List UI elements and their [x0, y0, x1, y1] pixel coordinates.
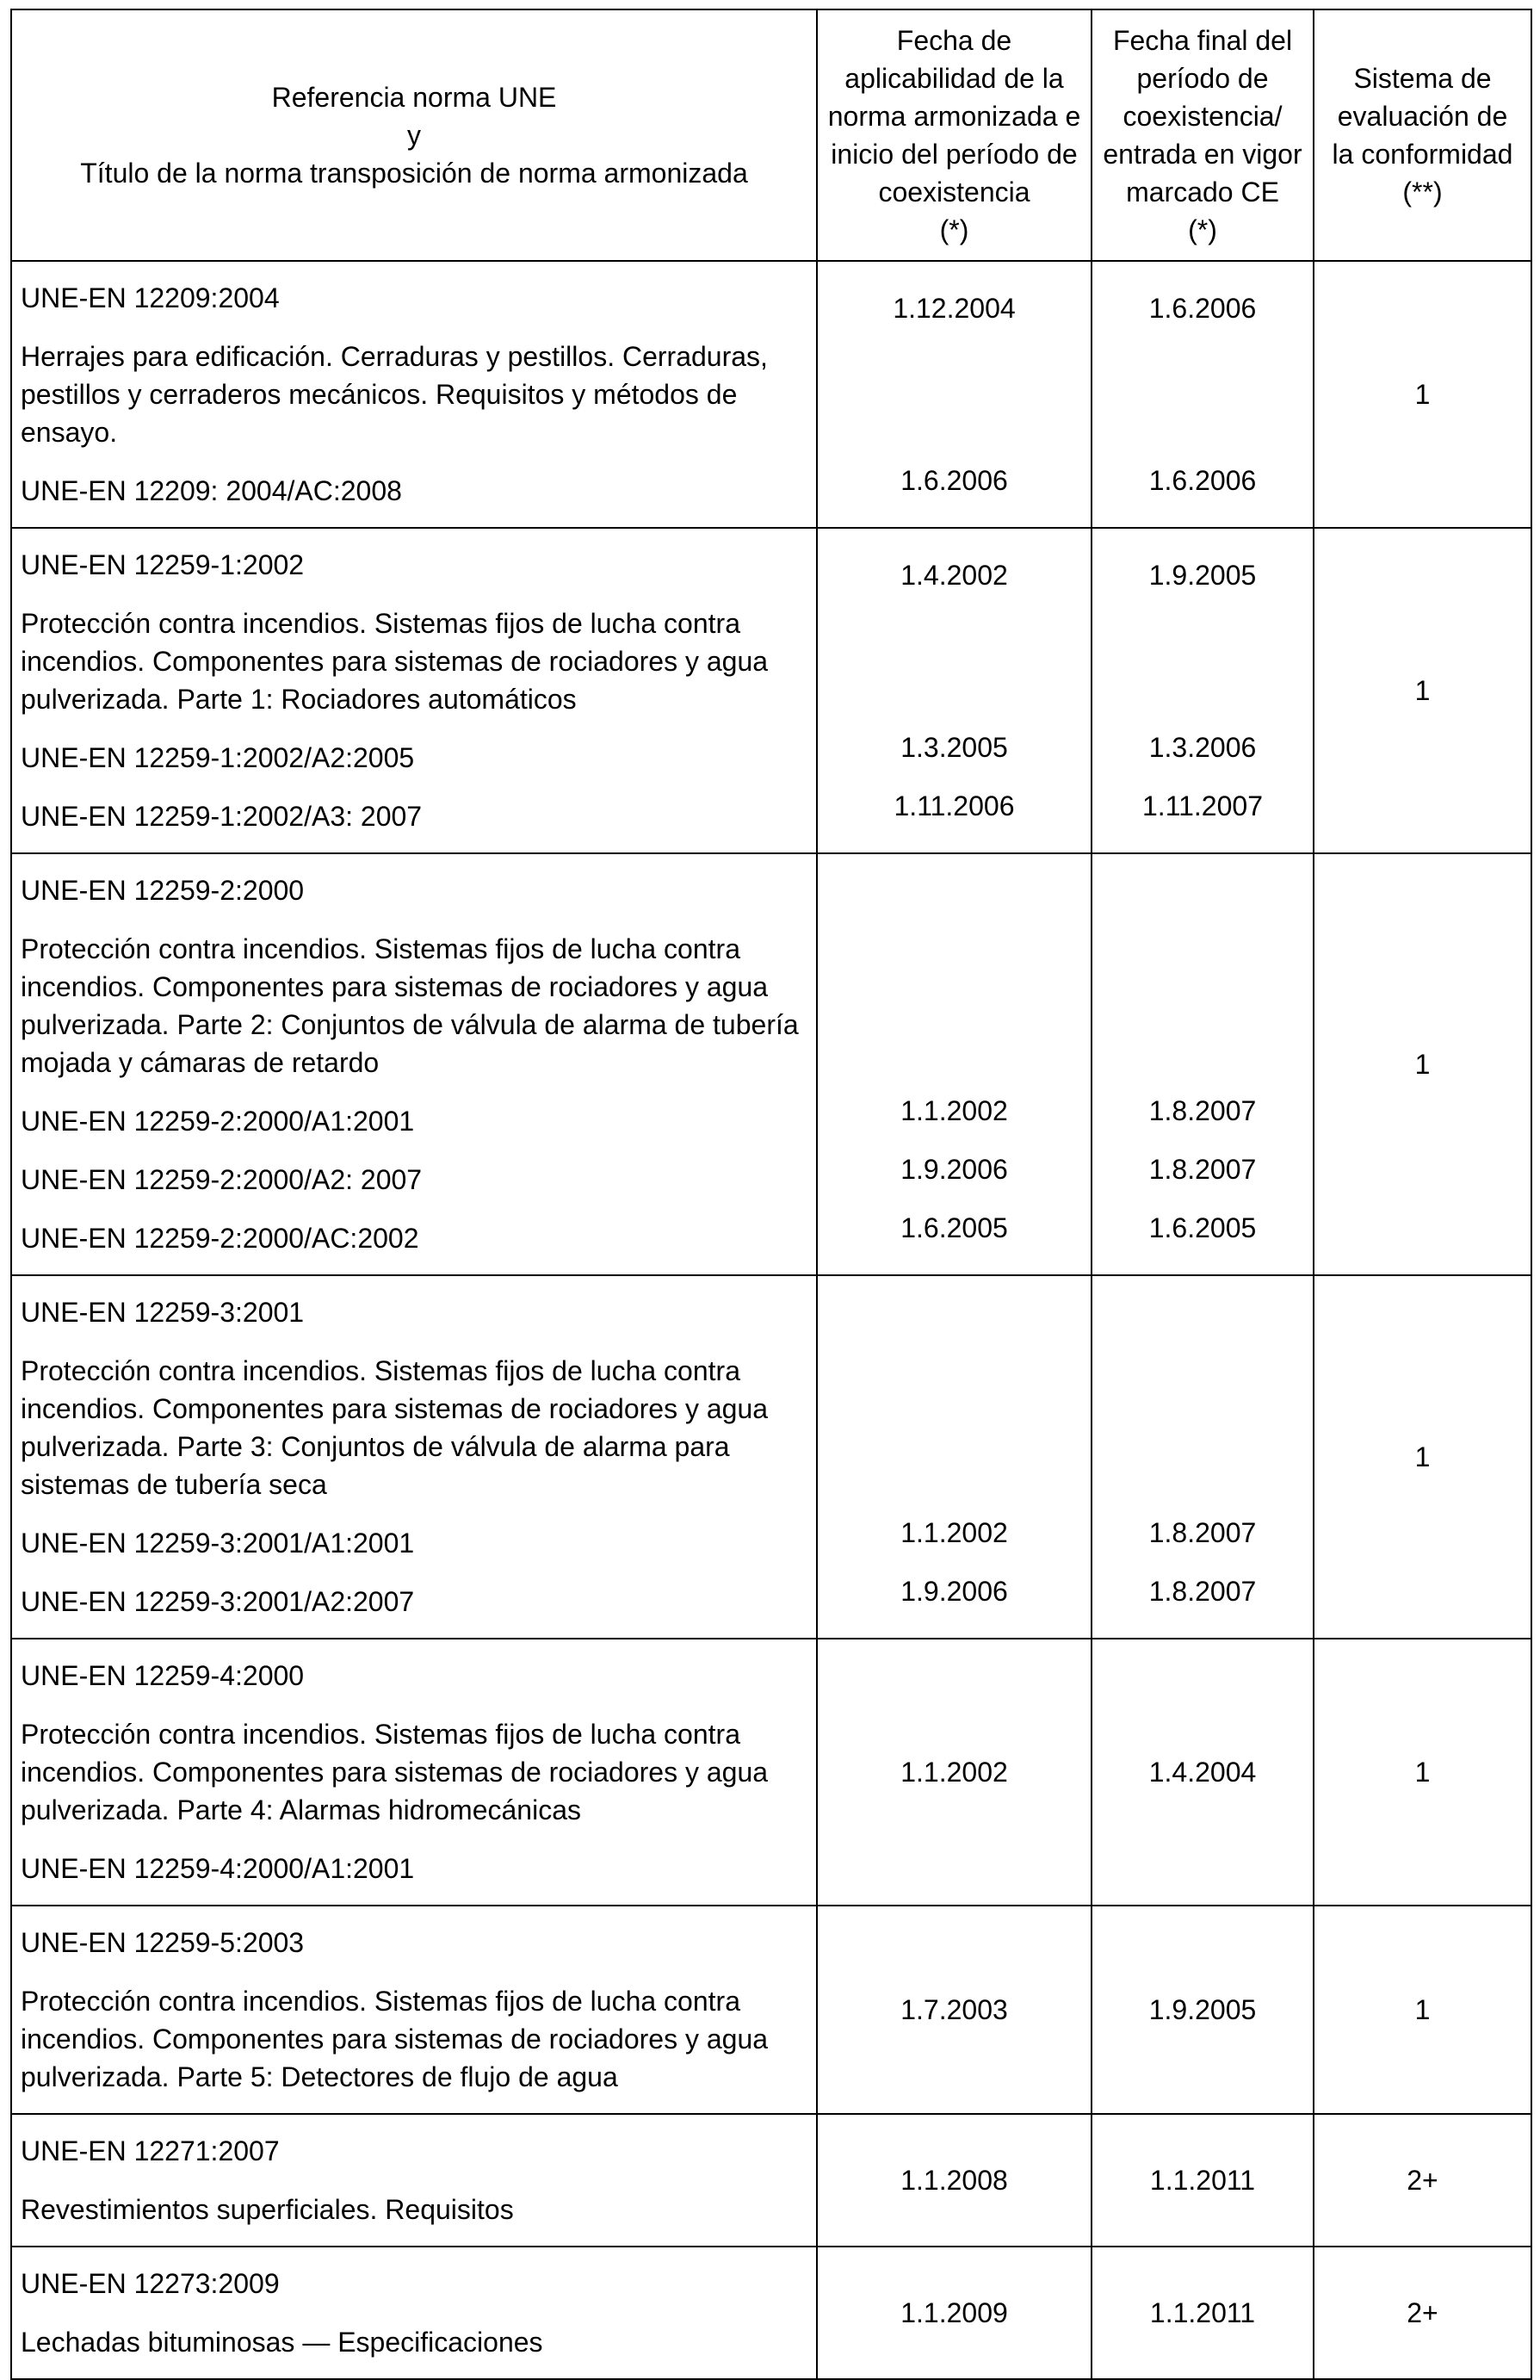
header-line: Fecha de — [896, 25, 1012, 56]
end-date: 1.11.2007 — [1142, 790, 1263, 821]
applicability-date-cell: 1.1.2009 — [817, 2247, 1092, 2379]
conformity-system-cell: 1 — [1314, 528, 1531, 853]
applicability-date — [818, 871, 1091, 930]
header-line: y — [407, 120, 421, 151]
conformity-system-cell: 1 — [1314, 1639, 1531, 1906]
applicability-date: 1.6.2005 — [900, 1212, 1008, 1243]
end-date: 1.8.2007 — [1148, 1576, 1257, 1607]
standard-reference: UNE-EN 12271:2007 — [21, 2135, 280, 2166]
standard-reference: UNE-EN 12259-5:2003 — [21, 1927, 305, 1958]
standard-reference: UNE-EN 12259-3:2001 — [21, 1297, 305, 1328]
reference-cell — [11, 1275, 817, 1639]
header-applicability-date — [817, 9, 1092, 261]
header-line: coexistencia/ — [1123, 101, 1283, 132]
amendment-reference: UNE-EN 12259-1:2002/A2:2005 — [21, 742, 415, 773]
end-date: 1.8.2007 — [1148, 1095, 1257, 1126]
header-line: Referencia norma UNE — [271, 82, 557, 113]
table-row — [11, 1906, 1531, 2114]
applicability-date-cell: 1.7.2003 — [817, 1906, 1092, 2114]
end-date: 1.8.2007 — [1148, 1154, 1257, 1185]
end-date-cell — [1092, 1275, 1314, 1639]
reference-cell — [11, 2114, 817, 2247]
end-date-cell: 1.1.2011 — [1092, 2114, 1314, 2247]
conformity-system-cell: 1 — [1314, 1275, 1531, 1639]
standard-title: Protección contra incendios. Sistemas fijos de lucha contra incendios. Componentes para sistemas de rociadores y agua pulverizada. Parte 5: Detectores de flujo de agua — [21, 1986, 769, 2092]
applicability-date-cell — [817, 528, 1092, 853]
header-end-date — [1092, 9, 1314, 261]
end-date: 1.9.2005 — [1148, 560, 1257, 591]
amendment-reference: UNE-EN 12259-3:2001/A1:2001 — [21, 1528, 415, 1559]
applicability-date: 1.9.2006 — [900, 1154, 1008, 1185]
applicability-date-cell — [817, 1275, 1092, 1639]
table-row — [11, 1639, 1531, 1906]
header-line: (**) — [1402, 177, 1443, 208]
standard-title: Protección contra incendios. Sistemas fijos de lucha contra incendios. Componentes para sistemas de rociadores y agua pulverizada. Parte 4: Alarmas hidromecánicas — [21, 1719, 769, 1825]
reference-cell — [11, 261, 817, 528]
standard-reference: UNE-EN 12259-1:2002 — [21, 549, 305, 580]
amendment-reference: UNE-EN 12259-2:2000/AC:2002 — [21, 1223, 419, 1254]
applicability-date: 1.12.2004 — [893, 293, 1016, 324]
reference-cell — [11, 1906, 817, 2114]
standard-title: Protección contra incendios. Sistemas fijos de lucha contra incendios. Componentes para sistemas de rociadores y agua pulverizada. Parte 2: Conjuntos de válvula de alarma de tubería mojada y cámaras de retardo — [21, 933, 799, 1078]
end-date-cell: 1.9.2005 — [1092, 1906, 1314, 2114]
applicability-date: 1.1.2002 — [900, 1095, 1008, 1126]
reference-cell — [11, 528, 817, 853]
table-header-row — [11, 9, 1531, 261]
header-line: coexistencia — [878, 177, 1030, 208]
end-date-cell: 1.1.2011 — [1092, 2247, 1314, 2379]
table-row — [11, 853, 1531, 1275]
applicability-date — [818, 1293, 1091, 1352]
end-date-cell — [1092, 261, 1314, 528]
applicability-date-cell: 1.1.2008 — [817, 2114, 1092, 2247]
applicability-date: 1.1.2002 — [900, 1517, 1008, 1548]
standard-title: Protección contra incendios. Sistemas fijos de lucha contra incendios. Componentes para sistemas de rociadores y agua pulverizada. Parte 3: Conjuntos de válvula de alarma para sistemas de tubería seca — [21, 1355, 769, 1500]
applicability-date: 1.11.2006 — [894, 790, 1015, 821]
amendment-reference: UNE-EN 12259-2:2000/A2: 2007 — [21, 1164, 423, 1195]
conformity-system-cell: 1 — [1314, 261, 1531, 528]
header-line: Título de la norma transposición de norma armonizada — [80, 158, 748, 189]
header-line: marcado CE — [1126, 177, 1279, 208]
end-date: 1.8.2007 — [1148, 1517, 1257, 1548]
header-line: Sistema de — [1353, 63, 1492, 94]
table-row — [11, 528, 1531, 853]
end-date: 1.3.2006 — [1148, 732, 1257, 763]
amendment-reference: UNE-EN 12259-2:2000/A1:2001 — [21, 1106, 415, 1137]
conformity-system-cell: 1 — [1314, 1906, 1531, 2114]
reference-cell — [11, 2247, 817, 2379]
header-line: entrada en vigor — [1103, 139, 1302, 170]
conformity-system-cell: 2+ — [1314, 2114, 1531, 2247]
end-date: 1.6.2006 — [1148, 465, 1257, 496]
header-line: (*) — [1188, 214, 1217, 245]
standard-title: Protección contra incendios. Sistemas fijos de lucha contra incendios. Componentes para sistemas de rociadores y agua pulverizada. Parte 1: Rociadores automáticos — [21, 608, 769, 715]
reference-cell — [11, 1639, 817, 1906]
header-line: evaluación de — [1337, 101, 1508, 132]
end-date — [1092, 871, 1313, 930]
standard-reference: UNE-EN 12273:2009 — [21, 2268, 280, 2299]
conformity-system-cell: 1 — [1314, 853, 1531, 1275]
table-row — [11, 1275, 1531, 1639]
applicability-date-cell — [817, 261, 1092, 528]
header-line: inicio del período de — [831, 139, 1078, 170]
applicability-date: 1.3.2005 — [900, 732, 1008, 763]
applicability-date-cell: 1.1.2002 — [817, 1639, 1092, 1906]
end-date-cell — [1092, 853, 1314, 1275]
harmonized-standards-table — [10, 9, 1532, 2380]
end-date — [1092, 1293, 1313, 1352]
standard-reference: UNE-EN 12259-2:2000 — [21, 875, 305, 906]
amendment-reference: UNE-EN 12209: 2004/AC:2008 — [21, 475, 402, 506]
header-line: norma armonizada e — [827, 101, 1081, 132]
applicability-date-cell — [817, 853, 1092, 1275]
standard-reference: UNE-EN 12259-4:2000 — [21, 1660, 305, 1691]
header-conformity-system — [1314, 9, 1531, 261]
header-line: período de — [1136, 63, 1269, 94]
standard-title: Herrajes para edificación. Cerraduras y pestillos. Cerraduras, pestillos y cerraderos mecánicos. Requisitos y métodos de ensayo. — [21, 341, 768, 448]
standard-title: Revestimientos superficiales. Requisitos — [21, 2194, 514, 2225]
applicability-date: 1.4.2002 — [900, 560, 1008, 591]
end-date: 1.6.2006 — [1148, 293, 1257, 324]
applicability-date: 1.6.2006 — [900, 465, 1008, 496]
table-row — [11, 261, 1531, 528]
header-line: (*) — [939, 214, 969, 245]
amendment-reference: UNE-EN 12259-3:2001/A2:2007 — [21, 1586, 415, 1617]
header-line: aplicabilidad de la — [844, 63, 1064, 94]
table-row — [11, 2247, 1531, 2379]
reference-cell — [11, 853, 817, 1275]
standard-title: Lechadas bituminosas — Especificaciones — [21, 2327, 543, 2358]
amendment-reference: UNE-EN 12259-1:2002/A3: 2007 — [21, 801, 423, 832]
standard-reference: UNE-EN 12209:2004 — [21, 282, 280, 313]
end-date: 1.6.2005 — [1148, 1212, 1257, 1243]
end-date-cell: 1.4.2004 — [1092, 1639, 1314, 1906]
header-reference — [11, 9, 817, 261]
header-line: la conformidad — [1332, 139, 1513, 170]
amendment-reference: UNE-EN 12259-4:2000/A1:2001 — [21, 1853, 415, 1884]
conformity-system-cell: 2+ — [1314, 2247, 1531, 2379]
table-row — [11, 2114, 1531, 2247]
end-date-cell — [1092, 528, 1314, 853]
header-line: Fecha final del — [1112, 25, 1293, 56]
applicability-date: 1.9.2006 — [900, 1576, 1008, 1607]
